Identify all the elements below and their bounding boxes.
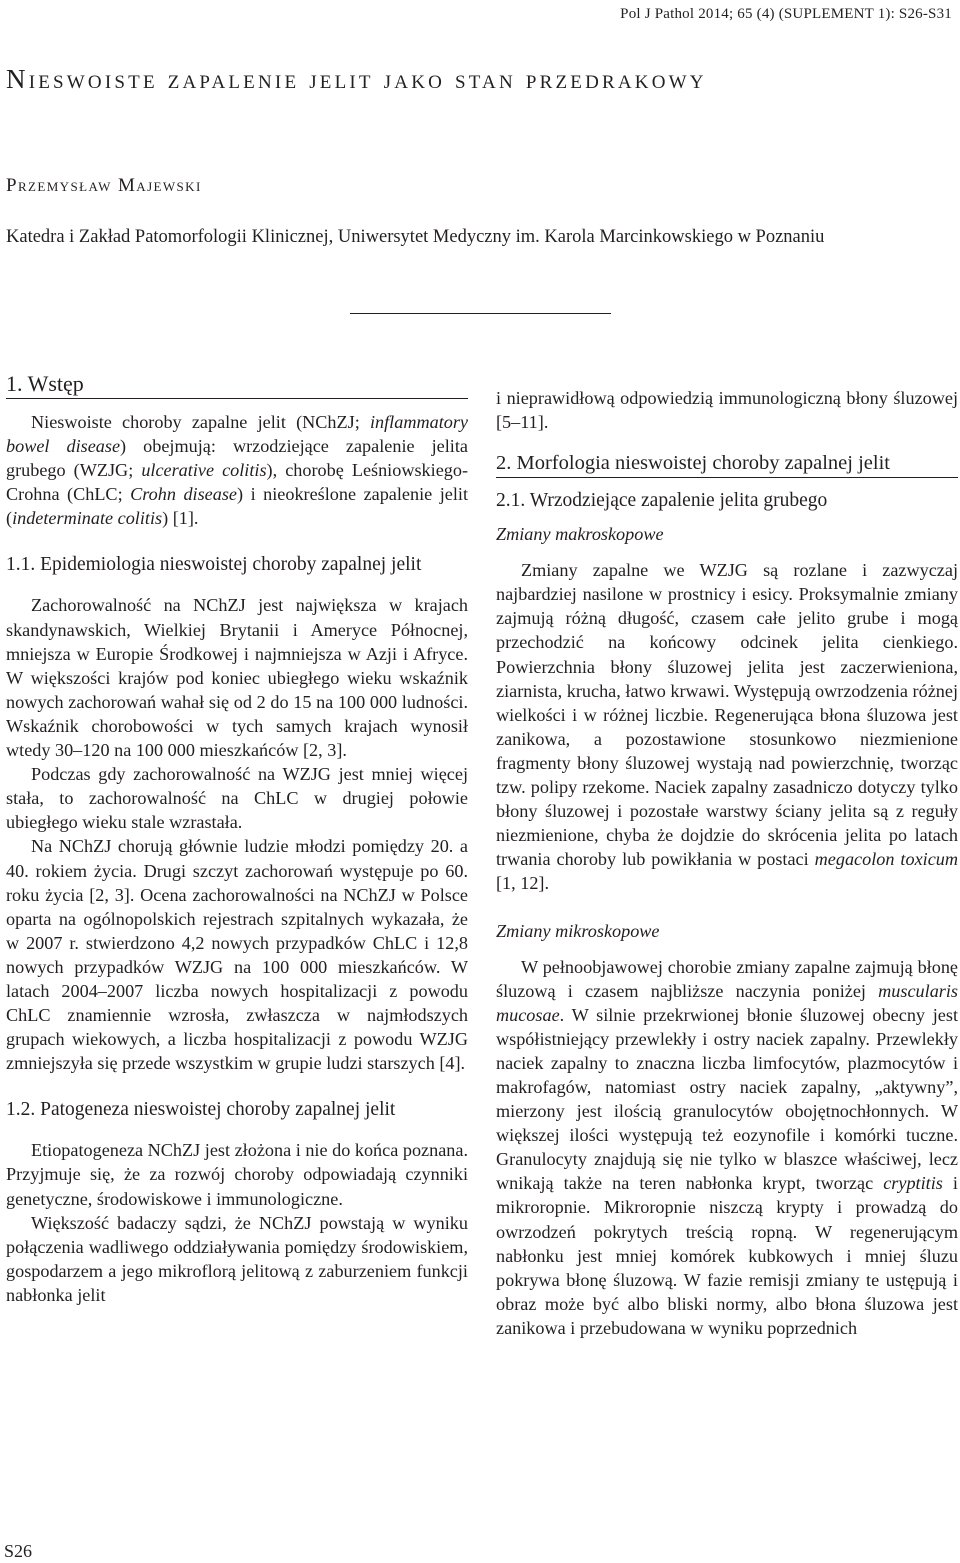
section-heading-morphology: 2. Morfologia nieswoistej choroby zapalnej jelit [496,451,958,478]
journal-citation: Pol J Pathol 2014; 65 (4) (SUPLEMENT 1): S26-S31 [620,6,952,22]
subsection-heading-uc: 2.1. Wrzodziejące zapalenie jelita grubego [496,490,828,512]
paragraph: Na NChZJ chorują głównie ludzie młodzi pomiędzy 20. a 40. rokiem życia. Drugi szczyt zachorowań występuje po 60. roku życia [2, 3]. Ocena zachorowalności na NChZJ w Polsce oparta na ogólnopolskich rejestrach szpitalnych wykazała, że w 2007 r. stwierdzono 4,2 nowych przypadków ChLC i 12,8 nowych przypadków WZJG na 100 000 mieszkańców. W latach 2004–2007 liczba nowych hospitalizacji z powodu ChLC znamiennie wzrosła, zwłaszcza w najmłodszych grupach wiekowych, a liczba hospitalizacji z powodu WZJG zmniejszyła się przede wszystkim w grupie ludzi starszych [4]. [6,836,468,1074]
section-heading-epidemiology: 1.1. Epidemiologia nieswoistej choroby zapalnej jelit [6,554,422,576]
paragraph: Zachorowalność na NChZJ jest największa w krajach skandynawskich, Wielkiej Brytanii i Ameryce Północnej, mniejsza w Europie Środkowej i najmniejsza w Azji i Afryce. W większości krajów pod koniec ubiegłego wieku wskaźnik nowych zachorowań wahał się od 2 do 15 na 100 000 ludności. Wskaźnik chorobowości w tych samych krajach wynosił wtedy 30–120 na 100 000 mieszkańców [2, 3]. [6,595,468,761]
paragraph: Etiopatogeneza NChZJ jest złożona i nie do końca poznana. Przyjmuje się, że za rozwój choroby odpowiadają czynniki genetyczne, środowiskowe i immunologiczne. [6,1140,468,1209]
paragraph: Większość badaczy sądzi, że NChZJ powstają w wyniku połączenia wadliwego oddziaływania pomiędzy środowiskiem, gospodarzem a jego mikroflorą jelitową z zaburzeniem funkcji nabłonka jelit [6,1212,468,1305]
header-divider [350,313,611,314]
author-name: Przemysław Majewski [6,175,202,196]
article-title: Nieswoiste zapalenie jelit jako stan przedrakowy [6,64,707,94]
subheading-macroscopic: Zmiany makroskopowe [496,524,664,545]
subheading-microscopic: Zmiany mikroskopowe [496,920,660,941]
paragraph: Podczas gdy zachorowalność na WZJG jest mniej więcej stała, to zachorowalność na ChLC w drugiej połowie ubiegłego wieku stale wzrastała. [6,764,468,833]
running-head [620,6,952,23]
section-heading-pathogenesis: 1.2. Patogeneza nieswoistej choroby zapalnej jelit [6,1099,396,1121]
paragraph-continuation: i nieprawidłową odpowiedzią immunologiczną błony śluzowej [5–11]. [496,388,958,433]
paragraph: Nieswoiste choroby zapalne jelit (NChZJ; inflammatory bowel disease) obejmują: wrzodziejące zapalenie jelita grubego (WZJG; ulcerative colitis), chorobę Leśniowskiego-Crohna (ChLC; Crohn disease) i nieokreślone zapalenie jelit (indeterminate colitis) [1]. [6,412,469,529]
page-number: S26 [4,1541,33,1561]
paragraph: Zmiany zapalne we WZJG są rozlane i zazwyczaj najbardziej nasilone w prostnicy i esicy. Proksymalnie zmiany zajmują różną długość, czasem całe jelito grube i mogą przechodzić na końcowy odcinek jelita cienkiego. Powierzchnia błony śluzowej jelita jest zaczerwieniona, ziarnista, krucha, łatwo krwawi. Występują owrzodzenia różnej wielkości i w różnej liczbie. Regenerująca błona śluzowa jest zanikowa, a pozostawione stosunkowo niezmienione fragmenty błony śluzowej wystają nad powierzchnię, tworząc tzw. polipy rzekome. Naciek zapalny zasadniczo dotyczy tylko błony śluzowej i pozostałe warstwy ściany jelita są z reguły niezmienione, chyba że dojdzie do skrócenia jelita po latach trwania choroby lub powikłania w postaci megacolon toxicum [1, 12]. [496,560,958,894]
left-column [6,372,468,1307]
paragraph: W pełnoobjawowej chorobie zmiany zapalne zajmują błonę śluzową i czasem najbliższe naczynia poniżej muscularis mucosae. W silnie przekrwionej błonie śluzowej obecny jest współistniejący przewlekły i ostry naciek zapalny. Przewlekły naciek zapalny to znaczna liczba limfocytów, plazmocytów i makrofagów, natomiast ostry naciek zapalny, „aktywny”, mierzony jest ilością granulocytów obojętnochłonnych. W większej ilości występują też eozynofile i komórki tuczne. Granulocyty znajdują się nie tylko w blaszce właściwej, lecz wnikają także na teren nabłonka krypt, tworząc cryptitis i mikroropnie. Mikroropnie niszczą krypty i prowadzą do owrzodzeń pokrytych treścią ropną. W regenerującym nabłonku jest mniej komórek kubkowych i mniej śluzu pokrywa błonę śluzową. W fazie remisji zmiany te ustępują i obraz może być albo bliski normy, albo błona śluzowa jest zanikowa i przebudowana w wyniku poprzednich [496,956,958,1338]
section-heading-intro: 1. Wstęp [6,372,468,399]
right-column [496,372,958,1340]
author-affiliation: Katedra i Zakład Patomorfologii Klinicznej, Uniwersytet Medyczny im. Karola Marcinkowskiego w Poznaniu [6,227,825,247]
